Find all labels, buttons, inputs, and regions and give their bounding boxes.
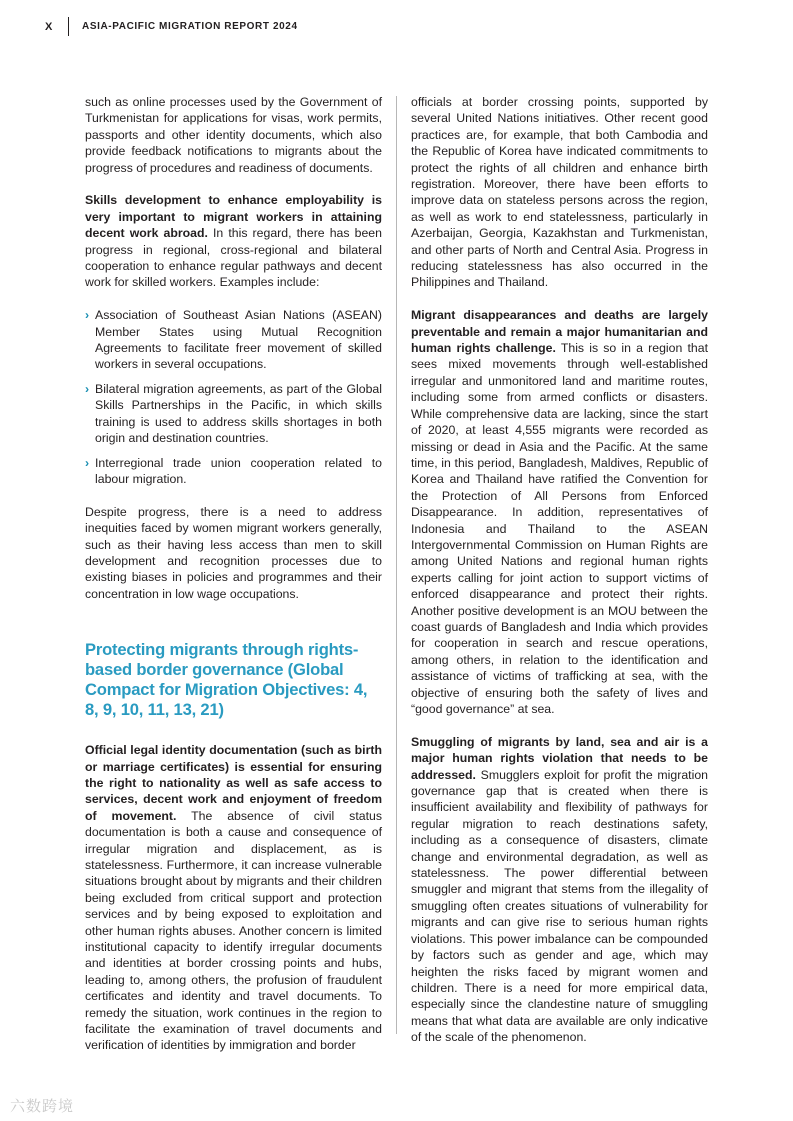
right-column [411,94,708,1062]
running-title: ASIA-PACIFIC MIGRATION REPORT 2024 [82,21,298,32]
paragraph [85,742,382,1054]
list-item [85,307,382,373]
left-column [85,94,382,1070]
paragraph-body: This is so in a region that sees mixed movements through well-established irregular and unmonitored land and maritime routes, including some from armed conflicts or disasters. While comprehensive data are lacking, since the start of 2020, at least 4,555 migrants were recorded as missing or dead in Asia and the Pacific. At the same time, in this period, Bangladesh, Maldives, Republic of Korea and Thailand have ratified the Convention for the Protection of All Persons from Enforced Disappearance. In addition, representatives of Indonesia and Thailand to the ASEAN Intergovernmental Commission on Human Rights are among United Nations and regional human rights experts calling for joint action to support victims of enforced disappearance and protect their rights. Another positive development is an MOU between the coast guards of Bangladesh and India which provides for cooperation in search and rescue operations, among others, in relation to the identification and assistance of victims of trafficking at sea, with the objective of ensuring both the safety of lives and “good governance” at sea. [411,341,708,717]
paragraph [411,307,708,717]
paragraph [411,734,708,1046]
bullet-list [85,307,382,487]
paragraph: Despite progress, there is a need to address inequities faced by women migrant workers generally, such as their having less access than men to skill development and recognition processes due to existing biases in policies and programmes and their concentration in low wage occupations. [85,504,382,601]
chevron-right-icon: › [85,308,90,323]
list-item-text: Bilateral migration agreements, as part of the Global Skills Partnerships in the Pacific, in which skills training is used to address skills shortages in both origin and destination countries. [95,381,382,446]
column-divider [396,96,397,1034]
paragraph-body: Smugglers exploit for profit the migration governance gap that is created when there is insufficient availability and flexibility of pathways for regular migration to reach destinations safety, including as a consequence of disasters, climate change and environmental degradation, as well as statelessness. The power differential between smuggler and migrant that stems from the illegality of smuggling often creates situations of vulnerability for migrants and can give rise to serious human rights violations. This power imbalance can be compounded by factors such as gender and age, which may heighten the risks faced by migrant women and children. There is a need for more empirical data, especially since the clandestine nature of smuggling means that what data are available are only indicative of the scale of the phenomenon. [411,767,708,1045]
lead-sentence: Smuggling of migrants by land, sea and air is a major human rights violation that needs to be addressed. [411,734,708,782]
page-number: X [45,21,53,33]
header-divider [68,17,69,36]
lead-sentence: Migrant disappearances and deaths are largely preventable and remain a major humanitarian and human rights challenge. [411,308,708,356]
list-item-text: Association of Southeast Asian Nations (ASEAN) Member States using Mutual Recognition Agreements to facilitate freer movement of skilled workers in several occupations. [95,308,382,372]
page-header [0,0,793,60]
list-item-text: Interregional trade union cooperation related to labour migration. [95,455,382,486]
lead-sentence: Skills development to enhance employability is very important to migrant workers in attaining decent work abroad. [85,193,382,241]
watermark: 六数跨境 [10,1098,75,1115]
chevron-right-icon: › [85,455,90,470]
lead-sentence: Official legal identity documentation (such as birth or marriage certificates) is essential for ensuring the right to nationality as well as safe access to services, decent work and enjoyment of freedom of movement. [85,743,382,823]
section-heading: Protecting migrants through rights-based border governance (Global Compact for Migration Objectives: 4, 8, 9, 10, 11, 13, 21) [85,640,368,720]
paragraph: officials at border crossing points, supported by several United Nations initiatives. Other recent good practices are, for example, that both Cambodia and the Republic of Korea have indicated commitments to protect the rights of all children and enhance birth registration. Moreover, there have been efforts to improve data on stateless persons across the region, as well as work to end statelessness, particularly in Azerbaijan, Georgia, Kazakhstan and Turkmenistan, and other parts of North and Central Asia. Progress in reducing statelessness has also occurred in the Philippines and Thailand. [411,95,708,290]
paragraph [85,192,382,290]
list-item [85,381,382,447]
paragraph: such as online processes used by the Government of Turkmenistan for applications for visas, work permits, passports and other identity documents, which also provide feedback notifications to migrants about the progress of procedures and readiness of documents. [85,95,382,175]
paragraph-body: In this regard, there has been progress in regional, cross-regional and bilateral cooperation to enhance regular pathways and decent work for skilled workers. Examples include: [85,226,382,290]
paragraph-body: The absence of civil status documentation is both a cause and consequence of irregular migration and displacement, as is statelessness. Furthermore, it can increase vulnerable situations brought about by migrants and their children being excluded from critical support and protection services and by being exposed to exploitation and other human rights abuses. Another concern is limited institutional capacity to identify irregular documents and identities at border crossing points and hubs, leading to, among others, the profusion of fraudulent certificates and identity and travel documents. To remedy the situation, work continues in the region to facilitate the examination of travel documents and verification of identities by immigration and border [85,808,382,1053]
list-item [85,455,382,488]
chevron-right-icon: › [85,381,90,396]
